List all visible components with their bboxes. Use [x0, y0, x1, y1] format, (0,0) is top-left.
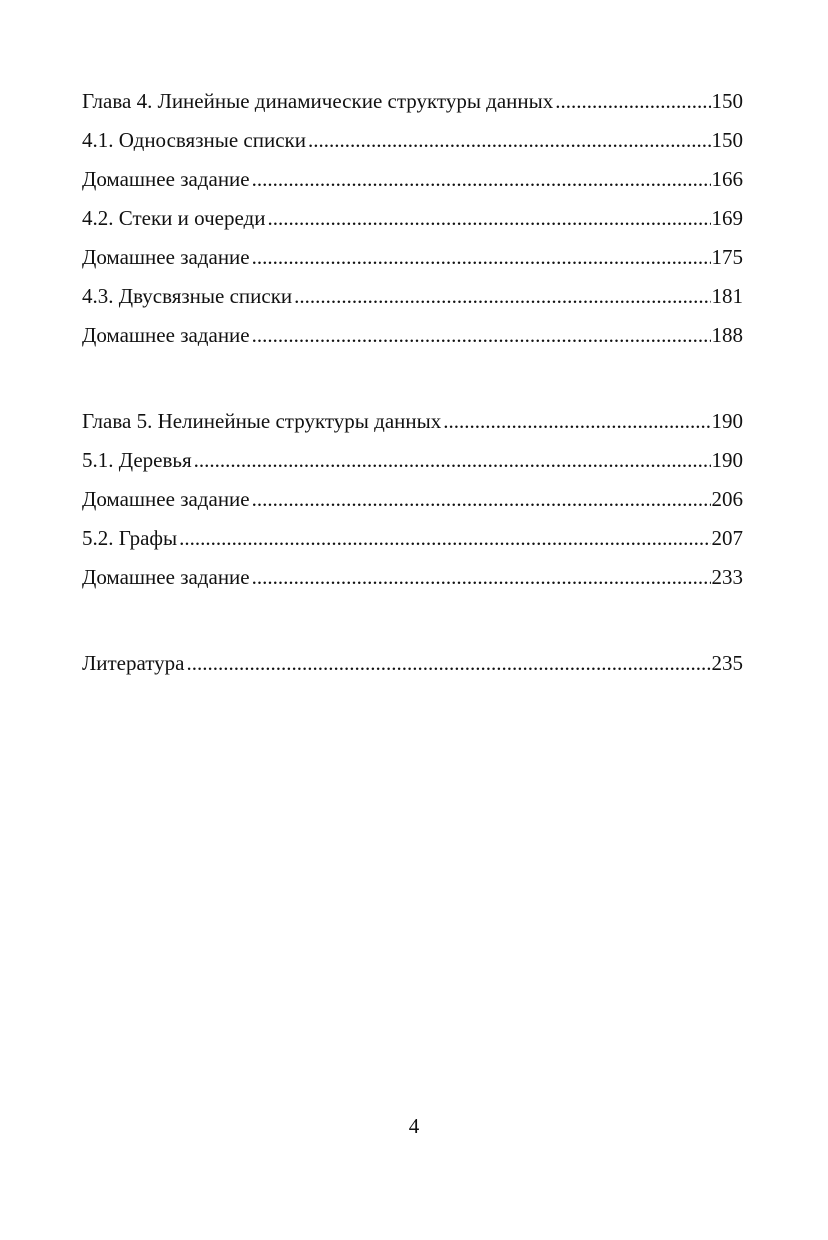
toc-entry-page: 181 [711, 284, 743, 308]
dot-leader [294, 277, 710, 316]
toc-entry-title: Глава 5. Нелинейные структуры данных [82, 409, 442, 433]
dot-leader [194, 441, 711, 480]
toc-entry [82, 558, 743, 597]
toc-entry-page: 166 [711, 167, 743, 191]
toc-entry-page: 150 [711, 89, 743, 113]
toc-entry [82, 277, 743, 316]
dot-leader [252, 480, 711, 519]
toc-entry-title: 5.2. Графы [82, 526, 178, 550]
toc-entry-title: 4.3. Двусвязные списки [82, 284, 293, 308]
dot-leader [443, 402, 710, 441]
toc-entry [82, 82, 743, 121]
toc-entry [82, 238, 743, 277]
dot-leader [179, 519, 710, 558]
toc-entry [82, 160, 743, 199]
dot-leader [252, 238, 711, 277]
toc-entry-title: 4.2. Стеки и очереди [82, 206, 266, 230]
toc-entry-title: 5.1. Деревья [82, 448, 192, 472]
toc-entry-page: 150 [711, 128, 743, 152]
toc-entry-title: 4.1. Односвязные списки [82, 128, 306, 152]
toc-entry-page: 207 [711, 526, 743, 550]
dot-leader [252, 160, 711, 199]
page-number: 4 [408, 1114, 420, 1138]
toc-group-chapter-5 [82, 402, 743, 597]
toc-entry-title: Домашнее задание [82, 167, 250, 191]
dot-leader [252, 316, 711, 355]
toc-entry [82, 480, 743, 519]
toc-group-chapter-4 [82, 82, 743, 355]
toc-entry [82, 519, 743, 558]
toc-entry-title: Домашнее задание [82, 487, 250, 511]
toc-entry-title: Литература [82, 651, 185, 675]
toc-entry-title: Домашнее задание [82, 565, 250, 589]
toc-entry-page: 169 [711, 206, 743, 230]
toc-entry-title: Глава 4. Линейные динамические структуры данных [82, 89, 554, 113]
toc-entry-page: 233 [711, 565, 743, 589]
dot-leader [308, 121, 711, 160]
dot-leader [252, 558, 711, 597]
toc-entry-title: Домашнее задание [82, 323, 250, 347]
toc-entry [82, 199, 743, 238]
toc-entry [82, 644, 743, 683]
toc-entry-page: 206 [711, 487, 743, 511]
toc-entry-page: 190 [711, 448, 743, 472]
dot-leader [186, 644, 710, 683]
table-of-contents [82, 82, 743, 683]
toc-entry-page: 235 [711, 651, 743, 675]
toc-entry-page: 175 [711, 245, 743, 269]
toc-entry-page: 188 [711, 323, 743, 347]
toc-entry-title: Домашнее задание [82, 245, 250, 269]
dot-leader [267, 199, 710, 238]
toc-entry [82, 121, 743, 160]
dot-leader [555, 82, 710, 121]
toc-entry-page: 190 [711, 409, 743, 433]
toc-entry [82, 316, 743, 355]
toc-group-references [82, 644, 743, 683]
toc-entry [82, 402, 743, 441]
toc-entry [82, 441, 743, 480]
